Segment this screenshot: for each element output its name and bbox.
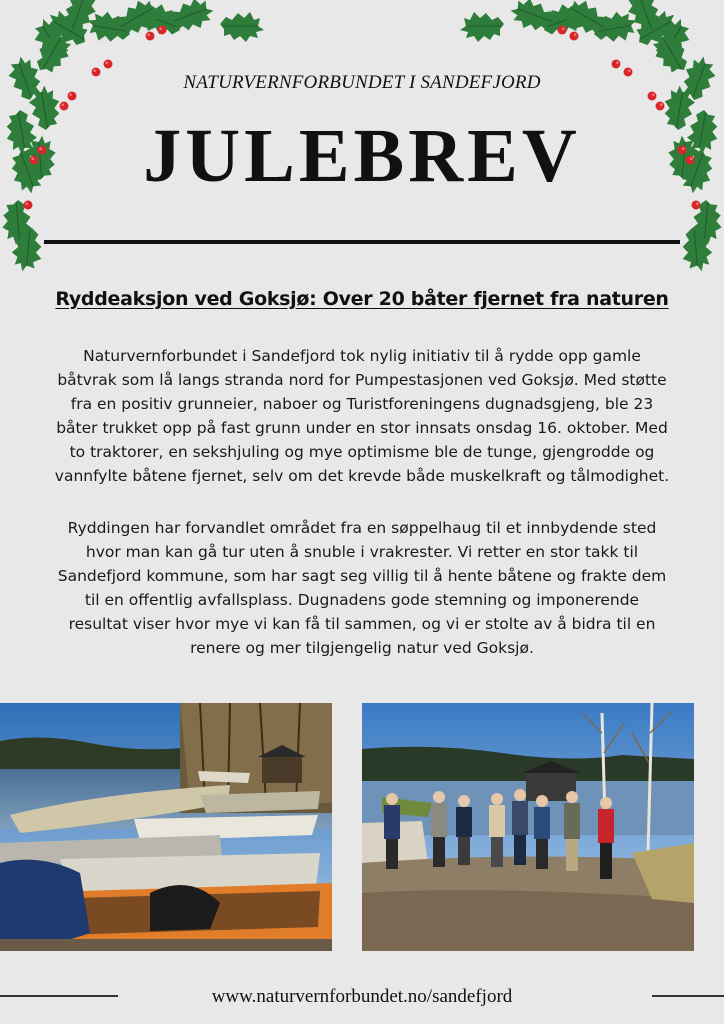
- paragraph-line: vannfylte båtene fjernet, selv om det krevde både muskelkraft og tålmodighet.: [54, 467, 670, 485]
- paragraph-line: Ryddingen har forvandlet området fra en søppelhaug til et innbydende sted: [67, 519, 657, 537]
- paragraph-line: to traktorer, en sekshjuling og mye optimisme ble de tunge, gjengrodde og: [69, 443, 655, 461]
- article-paragraph-1: [0, 344, 724, 488]
- paragraph-line: til en offentlig avfallsplass. Dugnadens gode stemning og imponerende: [84, 591, 640, 609]
- page-title: JULEBREV: [143, 114, 581, 198]
- organization-name: NATURVERNFORBUNDET I SANDEFJORD: [183, 72, 541, 93]
- paragraph-line: Sandefjord kommune, som har sagt seg villig til å hente båtene og frakte dem: [57, 567, 667, 585]
- article-paragraph-2: [0, 516, 724, 660]
- paragraph-line: hvor man kan gå tur uten å snuble i vrakrester. Vi retter en stor takk til: [85, 543, 639, 561]
- volunteers-photo: [362, 703, 694, 951]
- paragraph-line: renere og mer tilgjengelig natur ved Goksjø.: [190, 639, 534, 657]
- title-divider: [44, 240, 680, 244]
- footer-website: www.naturvernforbundet.no/sandefjord: [211, 986, 513, 1007]
- paragraph-line: båtvrak som lå langs stranda nord for Pumpestasjonen ved Goksjø. Med støtte: [57, 371, 667, 389]
- paragraph-line: båter trukket opp på fast grunn under en stor innsats onsdag 16. oktober. Med: [56, 419, 668, 437]
- paragraph-line: resultat viser hvor mye vi kan få til sammen, og vi er stolte av å bidra til en: [68, 615, 656, 633]
- article-headline: Ryddeaksjon ved Goksjø: Over 20 båter fjernet fra naturen: [55, 288, 669, 310]
- paragraph-line: fra en positiv grunneier, naboer og Turistforeningens dugnadsgjeng, ble 23: [70, 395, 654, 413]
- boats-photo: [0, 703, 332, 951]
- paragraph-line: Naturvernforbundet i Sandefjord tok nylig initiativ til å rydde opp gamle: [83, 347, 641, 365]
